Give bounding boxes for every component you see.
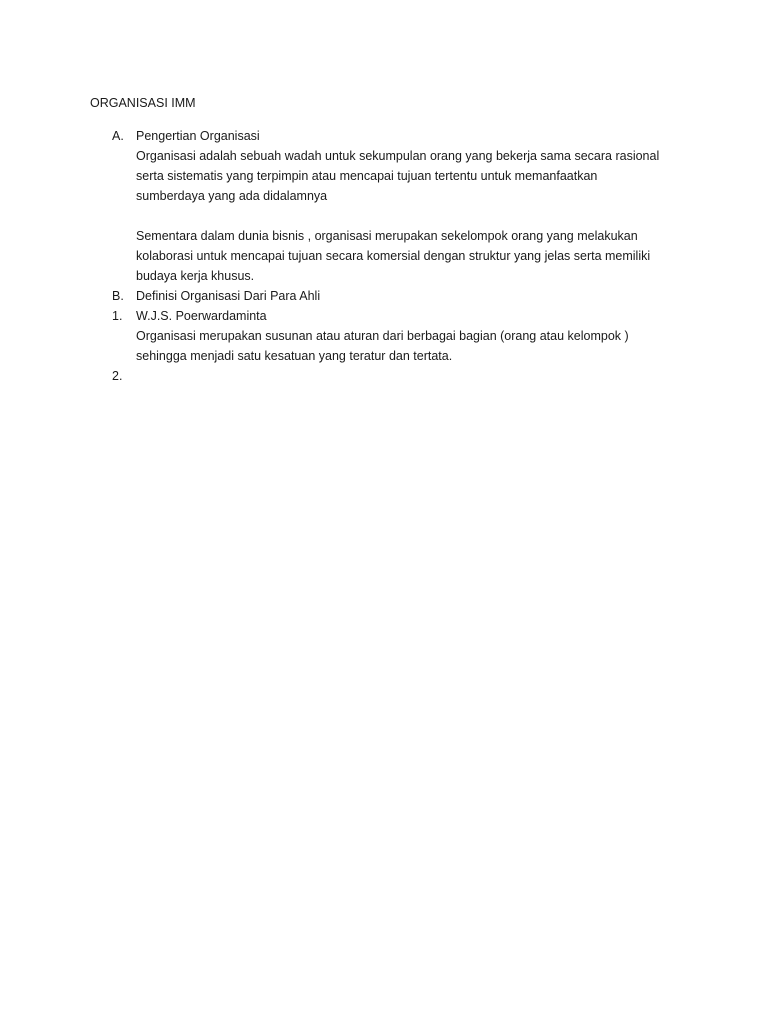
document-title: ORGANISASI IMM (90, 96, 196, 110)
section-a-paragraph-line: Organisasi adalah sebuah wadah untuk sekumpulan orang yang bekerja sama secara rasional (136, 149, 660, 163)
list-item-marker: 2. (112, 369, 123, 383)
section-a-paragraph-line: kolaborasi untuk mencapai tujuan secara komersial dengan struktur yang jelas serta memiliki (136, 249, 651, 263)
list-item-heading: W.J.S. Poerwardaminta (136, 309, 267, 323)
list-item-line: Organisasi merupakan susunan atau aturan dari berbagai bagian (orang atau kelompok ) (136, 329, 629, 343)
section-a-marker: A. (112, 129, 124, 143)
list-item-line: sehingga menjadi satu kesatuan yang teratur dan tertata. (136, 349, 453, 363)
section-a-paragraph-line: sumberdaya yang ada didalamnya (136, 189, 328, 203)
section-b-heading: Definisi Organisasi Dari Para Ahli (136, 289, 321, 303)
list-item-marker: 1. (112, 309, 123, 323)
section-a-paragraph-line: serta sistematis yang terpimpin atau mencapai tujuan tertentu untuk memanfaatkan (136, 169, 598, 183)
section-b-marker: B. (112, 289, 124, 303)
section-a-paragraph-line: budaya kerja khusus. (136, 269, 255, 283)
section-a-heading: Pengertian Organisasi (136, 129, 260, 143)
section-a-paragraph-line: Sementara dalam dunia bisnis , organisasi merupakan sekelompok orang yang melakukan (136, 229, 638, 243)
